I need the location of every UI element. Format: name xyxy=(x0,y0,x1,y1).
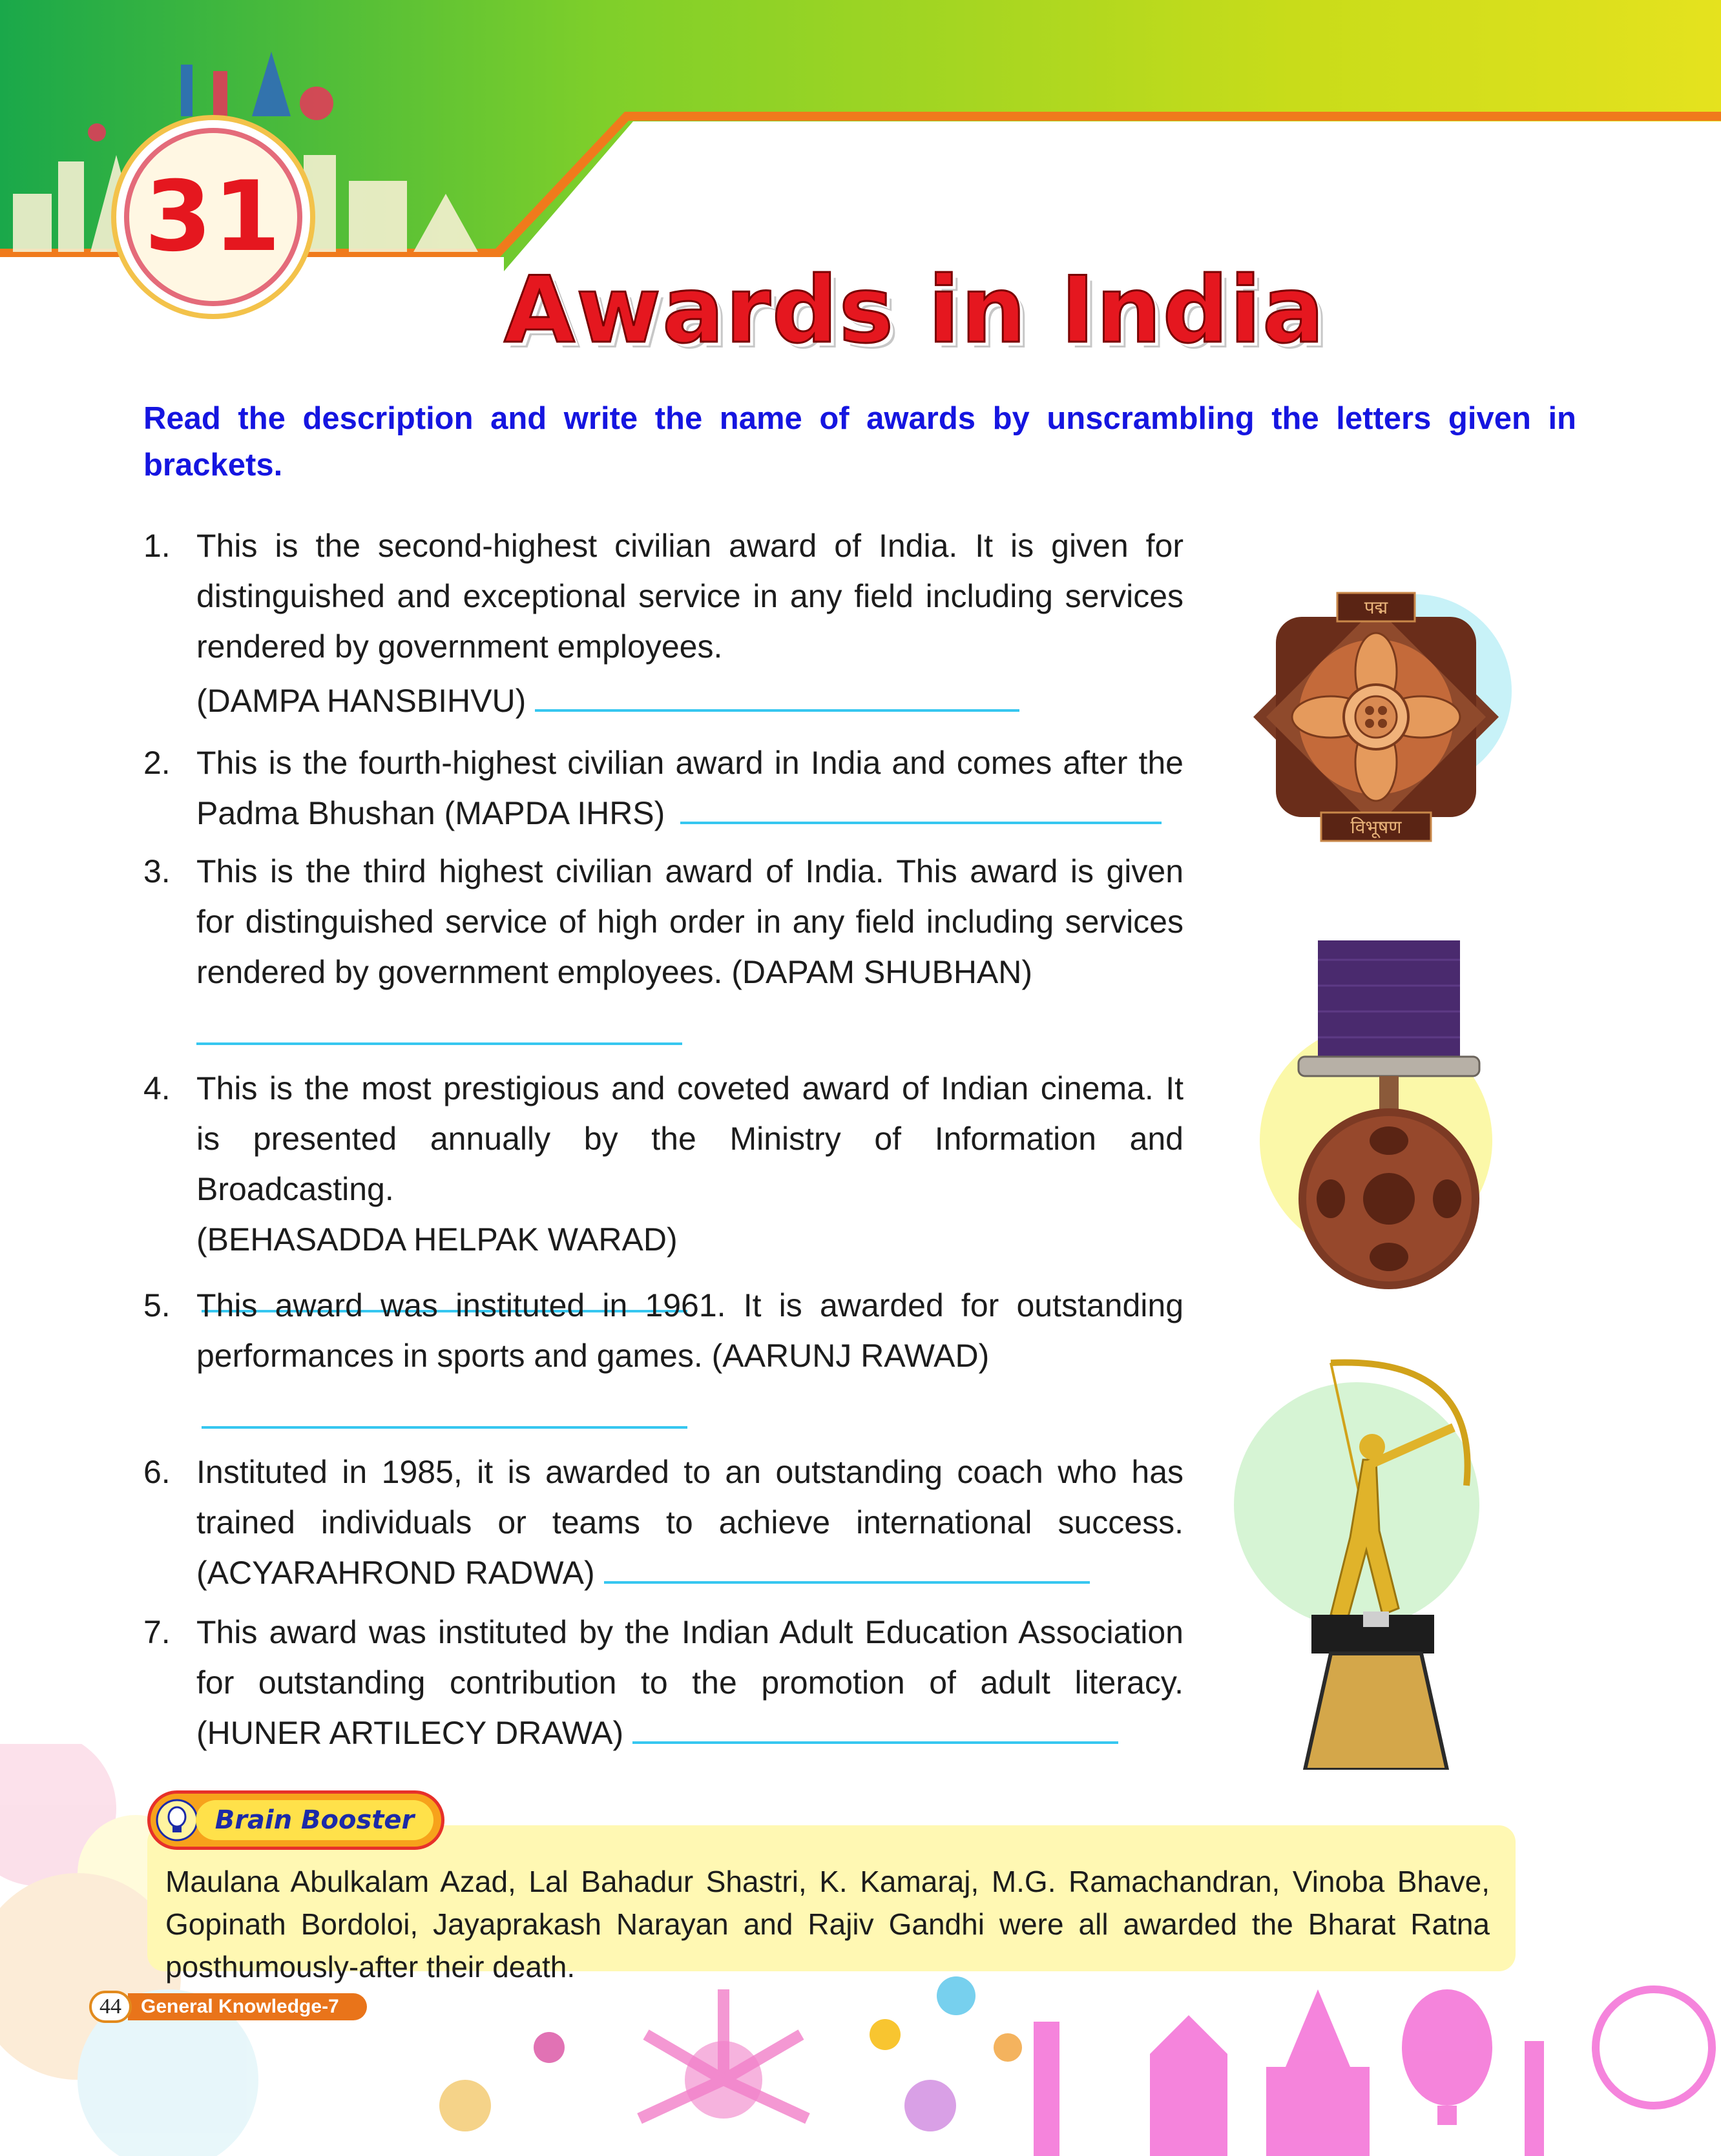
ribbon-medal-image xyxy=(1260,940,1518,1302)
answer-blank-6[interactable] xyxy=(604,1577,1090,1584)
lightbulb-icon xyxy=(156,1799,198,1841)
question-text: This is the second-highest civilian award of India. It is given for distinguished and exceptional service in any field including services rendered by government employees. xyxy=(196,528,1184,665)
medal-inscription-bottom: विभूषण xyxy=(1350,816,1402,838)
question-1 xyxy=(143,521,1184,726)
medal-inscription-top: पद्म xyxy=(1364,597,1388,618)
question-clue: (DAMPA HANSBIHVU) xyxy=(196,683,527,719)
answer-blank-1[interactable] xyxy=(535,705,1019,712)
question-4 xyxy=(143,1063,1184,1312)
book-title: General Knowledge-7 xyxy=(141,1996,339,2017)
archer-trophy-image xyxy=(1234,1343,1518,1770)
chapter-number: 31 xyxy=(144,161,282,273)
brain-booster-label: Brain Booster xyxy=(214,1805,415,1835)
page-title: Awards in India xyxy=(504,257,1326,364)
brain-booster-tag xyxy=(147,1790,444,1850)
question-text: This is the most prestigious and coveted award of Indian cinema. It is presented annually by the Ministry of Information and Broadcasting. xyxy=(196,1070,1184,1207)
question-number: 6. xyxy=(143,1454,171,1490)
question-2 xyxy=(143,738,1184,838)
question-text: This is the fourth-highest civilian award in India and comes after the Padma Bhushan xyxy=(196,745,1184,831)
answer-blank-5[interactable] xyxy=(202,1426,687,1429)
question-clue: (AARUNJ RAWAD) xyxy=(711,1338,990,1374)
question-text: This award was instituted by the Indian Adult Education Association for outstanding contribution to the promotion of adult literacy. xyxy=(196,1614,1184,1701)
question-clue: (DAPAM SHUBHAN) xyxy=(731,954,1033,990)
padma-vibhushan-medal-image xyxy=(1240,581,1512,853)
question-text: This award was instituted in 1961. It is awarded for outstanding performances in sports and games. xyxy=(196,1287,1184,1374)
answer-blank-3[interactable] xyxy=(196,1042,682,1045)
question-number: 3. xyxy=(143,853,171,889)
question-5 xyxy=(143,1280,1184,1429)
question-clue: (ACYARAHROND RADWA) xyxy=(196,1555,595,1591)
question-3 xyxy=(143,846,1184,1045)
chapter-badge xyxy=(124,128,302,306)
answer-blank-7[interactable] xyxy=(632,1737,1118,1744)
question-clue: (BEHASADDA HELPAK WARAD) xyxy=(196,1221,678,1258)
page-number: 44 xyxy=(89,1991,132,2023)
question-number: 1. xyxy=(143,528,171,564)
question-6 xyxy=(143,1447,1184,1598)
question-number: 5. xyxy=(143,1287,171,1323)
question-text: This is the third highest civilian award of India. This award is given for distinguished service of high order in any field including services rendered by government employees. xyxy=(196,853,1184,990)
answer-blank-2[interactable] xyxy=(680,818,1162,824)
question-number: 4. xyxy=(143,1070,171,1106)
brain-booster-text: Maulana Abulkalam Azad, Lal Bahadur Shastri, K. Kamaraj, M.G. Ramachandran, Vinoba Bhave, Gopinath Bordoloi, Jayaprakash Narayan and Rajiv Gandhi were all awarded the Bharat Ratna posthumously-after their death. xyxy=(165,1865,1490,1984)
question-number: 7. xyxy=(143,1614,171,1650)
instructions: Read the description and write the name of awards by unscrambling the letters given in brackets. xyxy=(143,401,1576,482)
question-clue: (MAPDA IHRS) xyxy=(444,795,665,831)
question-text: Instituted in 1985, it is awarded to an outstanding coach who has trained individuals or teams to achieve international success. xyxy=(196,1454,1184,1540)
footer xyxy=(89,1991,373,2023)
question-number: 2. xyxy=(143,745,171,781)
question-7 xyxy=(143,1607,1184,1758)
question-clue: (HUNER ARTILECY DRAWA) xyxy=(196,1715,624,1751)
